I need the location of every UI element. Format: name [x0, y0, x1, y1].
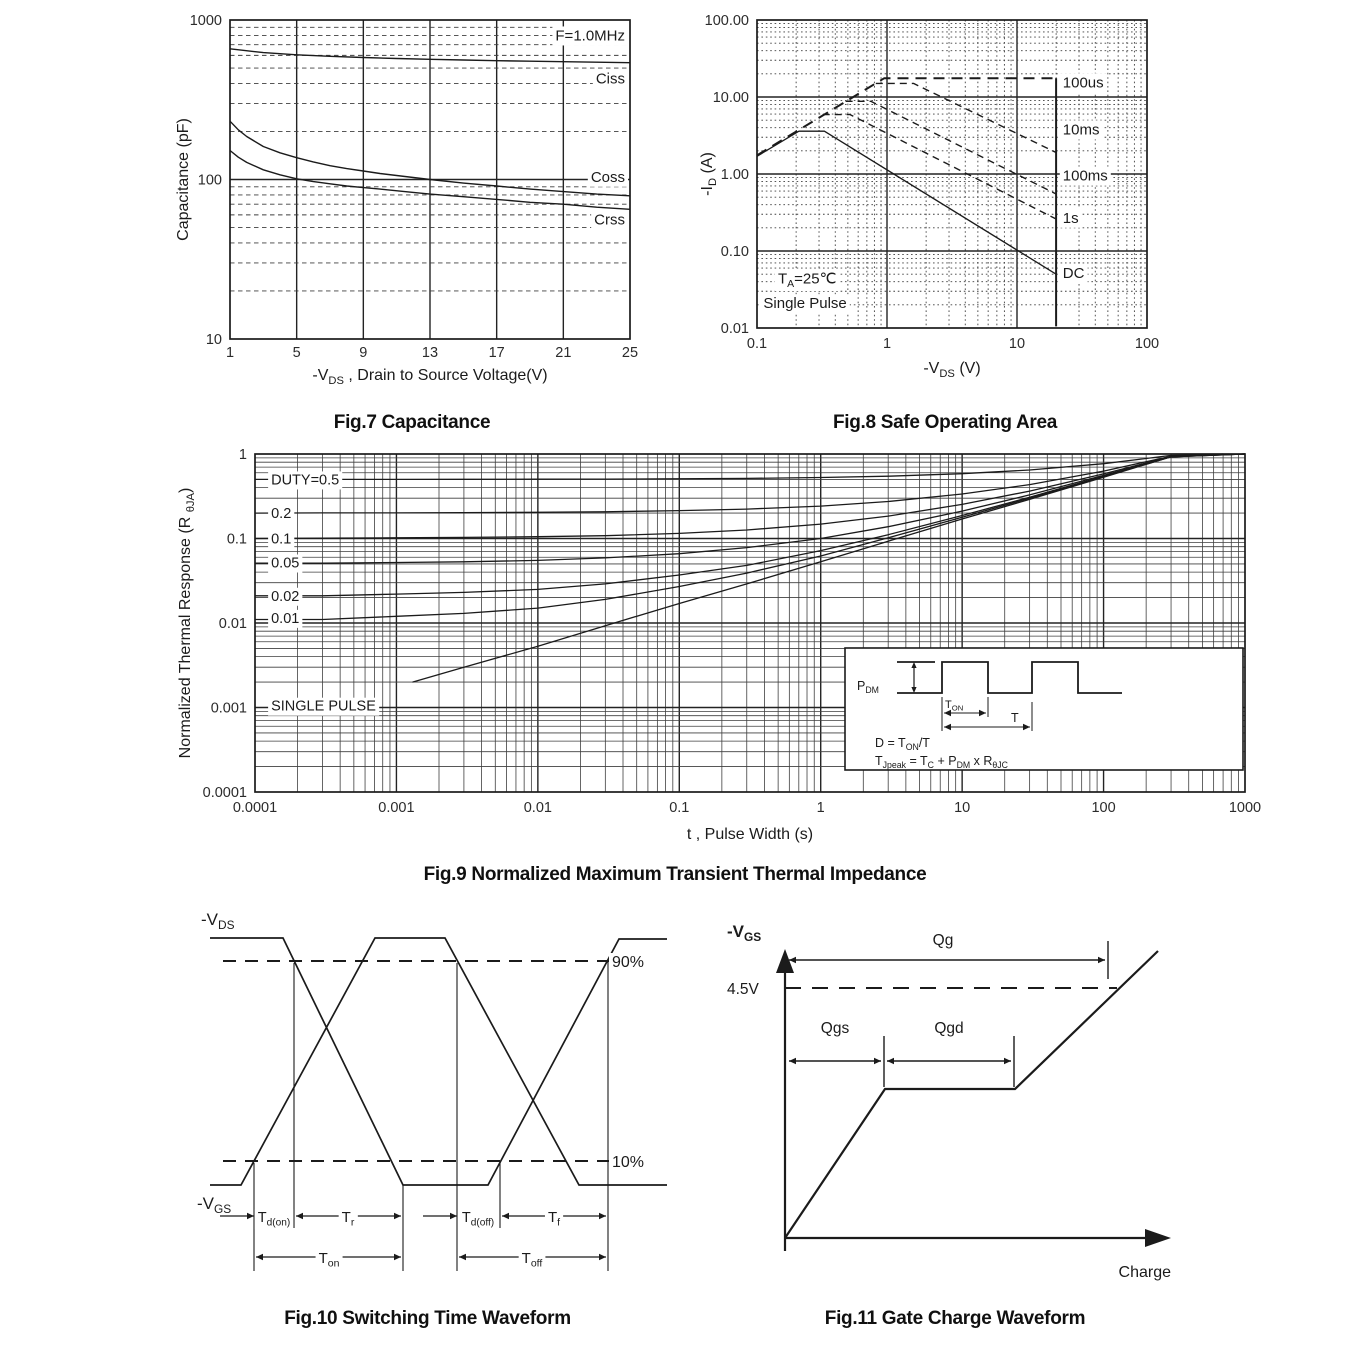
svg-text:Capacitance (pF): Capacitance (pF) — [175, 118, 192, 241]
fig10-caption: Fig.10 Switching Time Waveform — [284, 1308, 571, 1329]
fig7-caption: Fig.7 Capacitance — [333, 412, 491, 433]
fig11-waveform-diagram — [715, 893, 1195, 1305]
svg-text:Charge: Charge — [1118, 1264, 1171, 1281]
svg-text:10: 10 — [1008, 336, 1026, 352]
svg-text:90%: 90% — [612, 954, 645, 971]
svg-text:25: 25 — [621, 345, 639, 361]
svg-text:1: 1 — [816, 800, 825, 816]
svg-text:13: 13 — [421, 345, 439, 361]
svg-text:0.0001: 0.0001 — [232, 800, 278, 816]
svg-text:TA=25℃: $T_A=25℃$ — [777, 270, 837, 291]
svg-text:0.01: 0.01 — [271, 610, 300, 627]
fig10-switching-figure — [175, 893, 680, 1305]
fig11-caption: Fig.11 Gate Charge Waveform — [824, 1308, 1086, 1329]
svg-text:Ton: $T_{on}$ — [318, 1250, 340, 1270]
svg-text:Normalized Thermal Response (R: Normalized Thermal Response (R $_{\theta JA}$) — [177, 487, 197, 759]
fig9-thermal-figure — [175, 440, 1270, 865]
svg-text:21: 21 — [555, 345, 572, 361]
svg-text:Crss: Crss — [594, 211, 625, 229]
fig8-soa-figure — [695, 6, 1195, 411]
svg-text:Single Pulse: Single Pulse — [763, 295, 847, 313]
svg-text:Tr: $T_r$ — [341, 1209, 355, 1229]
svg-text:1.00: 1.00 — [720, 167, 749, 183]
svg-text:Toff: $T_{off}$ — [521, 1250, 543, 1270]
svg-text:1000: 1000 — [189, 13, 222, 29]
svg-text:F=1.0MHz: F=1.0MHz — [555, 27, 625, 45]
svg-text:0.2: 0.2 — [271, 506, 292, 523]
svg-text:1000: 1000 — [1228, 800, 1262, 816]
svg-text:100us: 100us — [1062, 74, 1104, 92]
svg-text:0.1: 0.1 — [746, 336, 768, 352]
svg-text:10: 10 — [954, 800, 971, 816]
svg-text:0.01: 0.01 — [720, 321, 749, 337]
svg-text:9: 9 — [359, 345, 368, 361]
svg-text:0.0001: 0.0001 — [202, 785, 247, 801]
fig10-waveform-diagram — [175, 893, 680, 1305]
svg-text:-VDS: $-V_{DS}$ — [201, 910, 235, 933]
svg-text:D = TON/T: $D = T_{ON}/T$ — [875, 736, 930, 752]
svg-text:10ms: 10ms — [1062, 121, 1100, 139]
svg-text:Td(off): $T_{d(off)}$ — [461, 1210, 495, 1229]
svg-text:Ciss: Ciss — [595, 70, 625, 88]
svg-text:0.01: 0.01 — [218, 616, 247, 632]
svg-text:Qgd: Qgd — [934, 1020, 964, 1037]
svg-text:-VDS (V): $-V_{DS}$ (V) — [923, 360, 981, 380]
fig8-caption: Fig.8 Safe Operating Area — [832, 412, 1058, 433]
svg-text:-VGS: $-V_{GS}$ — [727, 922, 762, 945]
svg-text:100: 100 — [197, 172, 222, 189]
svg-text:t , Pulse Width (s): t , Pulse Width (s) — [686, 826, 814, 843]
svg-text:0.001: 0.001 — [378, 800, 415, 816]
svg-text:Td(on): $T_{d(on)}$ — [257, 1210, 291, 1229]
svg-text:-ID (A): $-I_D$ (A) — [699, 152, 719, 196]
svg-text:1: 1 — [225, 345, 235, 361]
svg-text:100.00: 100.00 — [704, 13, 749, 29]
svg-text:0.01: 0.01 — [523, 800, 552, 816]
svg-text:DC: DC — [1062, 264, 1085, 282]
svg-text:0.1: 0.1 — [271, 531, 292, 548]
svg-text:-VGS: $-V_{GS}$ — [197, 1194, 232, 1217]
fig11-gatecharge-figure — [715, 893, 1195, 1305]
svg-text:10%: 10% — [612, 1154, 645, 1171]
svg-text:1: 1 — [882, 336, 892, 352]
svg-text:0.02: 0.02 — [271, 588, 300, 605]
svg-text:100ms: 100ms — [1062, 167, 1108, 185]
svg-text:0.10: 0.10 — [720, 244, 749, 260]
svg-text:1: 1 — [238, 447, 247, 463]
svg-text:0.1: 0.1 — [669, 800, 690, 816]
svg-text:0.05: 0.05 — [271, 555, 300, 572]
svg-text:100: 100 — [1091, 800, 1116, 816]
svg-text:10.00: 10.00 — [712, 90, 749, 106]
svg-text:Qgs: Qgs — [820, 1020, 850, 1037]
svg-text:PDM: $P_{DM}$ — [857, 679, 879, 695]
svg-text:TJpeak = TC + PDM x RθJC: $T_{Jpeak} = T_C + P_{DM}$ x $R_{\theta JC}$ — [875, 754, 1008, 770]
fig7-chart — [172, 6, 652, 411]
fig7-capacitance-figure — [172, 6, 652, 411]
svg-text:5: 5 — [292, 345, 301, 361]
svg-text:4.5V: 4.5V — [727, 981, 759, 998]
svg-text:Coss: Coss — [590, 168, 625, 186]
svg-text:T: T — [1011, 711, 1019, 725]
svg-text:-VDS , Drain to Source Voltage: $-V_{DS}$ , Drain to Source Voltage(V) — [312, 367, 548, 387]
svg-text:10: 10 — [205, 332, 222, 348]
svg-text:Qg: Qg — [932, 932, 954, 949]
svg-text:TON: $T_{ON}$ — [945, 699, 964, 713]
svg-text:0.1: 0.1 — [226, 531, 247, 548]
svg-text:17: 17 — [488, 345, 505, 361]
svg-text:0.001: 0.001 — [210, 700, 247, 717]
fig9-caption: Fig.9 Normalized Maximum Transient Thermal Impedance — [423, 864, 927, 885]
svg-text:100: 100 — [1134, 336, 1160, 352]
svg-text:SINGLE PULSE: SINGLE PULSE — [271, 698, 376, 715]
svg-text:DUTY=0.5: DUTY=0.5 — [271, 472, 340, 489]
fig9-chart — [175, 440, 1270, 865]
fig8-chart — [695, 6, 1195, 411]
svg-text:1s: 1s — [1062, 209, 1079, 227]
svg-text:Tf: $T_f$ — [547, 1209, 561, 1229]
